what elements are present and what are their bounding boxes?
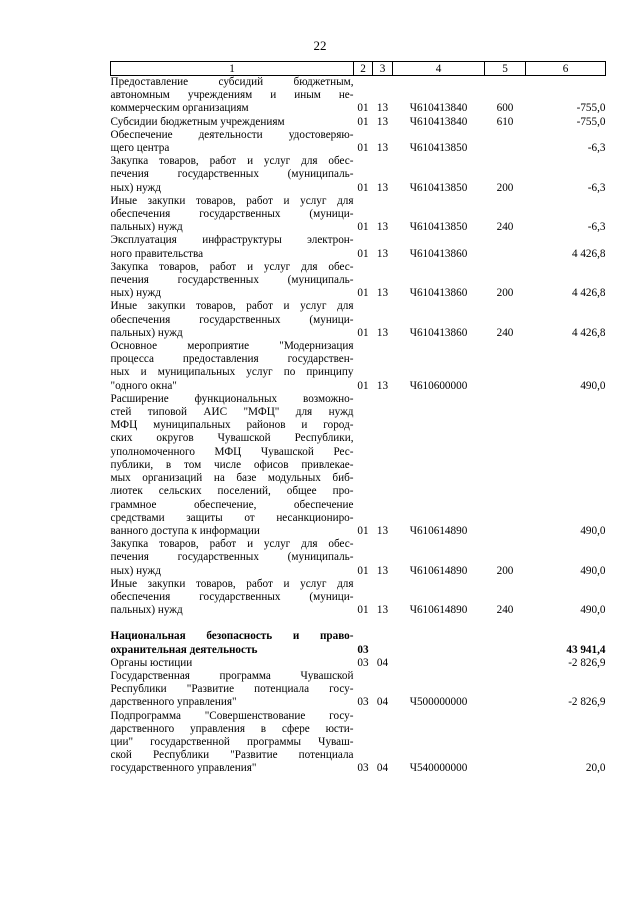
name-line: коммерческим организациям bbox=[110, 102, 249, 115]
cell-subsection: 04 bbox=[376, 656, 389, 669]
name-line: печения государственных (муниципаль- bbox=[110, 551, 354, 564]
name-line: дарственного управления" bbox=[110, 696, 237, 709]
cell-target-article: Ч610413850 bbox=[409, 181, 468, 194]
cell-subsection: 04 bbox=[376, 762, 389, 775]
cell-section: 01 bbox=[357, 102, 369, 115]
cell-target-article: Ч540000000 bbox=[409, 762, 468, 775]
cell-amount: -6,3 bbox=[587, 221, 606, 234]
cell-section: 03 bbox=[357, 696, 369, 709]
cell-expense-type bbox=[485, 393, 526, 538]
column-header-section: 2 bbox=[354, 62, 373, 76]
table-row bbox=[111, 195, 606, 235]
cell-name bbox=[111, 657, 354, 670]
name-line: Иные закупки товаров, работ и услуг для bbox=[110, 577, 354, 590]
cell-subsection: 13 bbox=[376, 102, 389, 115]
name-line: щего центра bbox=[110, 142, 170, 155]
cell-subsection: 13 bbox=[376, 604, 389, 617]
cell-expense-type bbox=[485, 234, 526, 260]
table-row bbox=[111, 129, 606, 155]
cell-amount: 43 941,4 bbox=[566, 643, 606, 656]
name-line: ванного доступа к информации bbox=[110, 524, 260, 537]
name-line: средствами защиты от несанкциониро- bbox=[110, 511, 354, 524]
table-row bbox=[111, 630, 606, 656]
cell-expense-type bbox=[485, 657, 526, 670]
cell-name bbox=[111, 670, 354, 710]
name-line: ных) нужд bbox=[110, 287, 161, 300]
name-line: процесса предоставления государствен- bbox=[110, 353, 354, 366]
name-line: печения государственных (муниципаль- bbox=[110, 168, 354, 181]
cell-subsection: 13 bbox=[376, 379, 389, 392]
table-row bbox=[111, 116, 606, 129]
cell-section: 01 bbox=[357, 181, 369, 194]
name-line: пальных) нужд bbox=[110, 326, 183, 339]
name-line: Закупка товаров, работ и услуг для обес- bbox=[110, 155, 354, 168]
name-line: дарственного управления в сфере юсти- bbox=[110, 722, 354, 735]
name-line: пальных) нужд bbox=[110, 221, 183, 234]
name-line: ской Республики "Развитие потенциала bbox=[110, 749, 354, 762]
cell-expense-type: 200 bbox=[496, 564, 514, 577]
cell-amount: 4 426,8 bbox=[571, 287, 606, 300]
cell-amount: 490,0 bbox=[580, 564, 606, 577]
cell-target-article: Ч610614890 bbox=[409, 604, 468, 617]
name-line: Подпрограмма "Совершенствование госу- bbox=[110, 709, 354, 722]
table-row bbox=[111, 578, 606, 618]
cell-subsection: 13 bbox=[376, 247, 389, 260]
cell-target-article: Ч610413850 bbox=[409, 221, 468, 234]
table-row bbox=[111, 300, 606, 340]
name-line: стей типовой АИС "МФЦ" для нужд bbox=[110, 406, 354, 419]
name-line: мых организаций на базе модульных биб- bbox=[110, 472, 354, 485]
cell-subsection: 13 bbox=[376, 326, 389, 339]
name-line: обеспечения государственных (муници- bbox=[110, 590, 354, 603]
spacer-cell bbox=[111, 617, 606, 630]
cell-amount: 490,0 bbox=[580, 604, 606, 617]
table-row bbox=[111, 670, 606, 710]
cell-section: 01 bbox=[357, 221, 369, 234]
cell-target-article: Ч610413840 bbox=[409, 115, 468, 128]
cell-amount: 490,0 bbox=[580, 379, 606, 392]
cell-expense-type: 600 bbox=[496, 102, 514, 115]
cell-subsection: 13 bbox=[376, 142, 389, 155]
name-line: Субсидии бюджетным учреждениям bbox=[110, 115, 285, 128]
cell-name bbox=[111, 261, 354, 301]
name-line: Государственная программа Чувашской bbox=[110, 669, 354, 682]
cell-amount: -6,3 bbox=[587, 142, 606, 155]
cell-subsection: 04 bbox=[376, 696, 389, 709]
column-header-amount: 6 bbox=[526, 62, 606, 76]
cell-target-article: Ч610413860 bbox=[409, 326, 468, 339]
name-line: Эксплуатация инфраструктуры электрон- bbox=[110, 234, 354, 247]
table-row bbox=[111, 538, 606, 578]
cell-expense-type bbox=[485, 340, 526, 393]
cell-name bbox=[111, 710, 354, 776]
column-header-name: 1 bbox=[111, 62, 354, 76]
cell-name bbox=[111, 393, 354, 538]
cell-amount: 4 426,8 bbox=[571, 247, 606, 260]
name-line: ских округов Чувашской Республики, bbox=[110, 432, 354, 445]
cell-target-article: Ч610413860 bbox=[409, 247, 468, 260]
table-row bbox=[111, 393, 606, 538]
cell-subsection bbox=[373, 630, 393, 656]
cell-amount: -2 826,9 bbox=[568, 696, 606, 709]
cell-subsection: 13 bbox=[376, 287, 389, 300]
cell-amount: 490,0 bbox=[580, 524, 606, 537]
cell-expense-type bbox=[485, 710, 526, 776]
cell-name bbox=[111, 630, 354, 656]
name-line: Закупка товаров, работ и услуг для обес- bbox=[110, 538, 354, 551]
cell-expense-type bbox=[485, 129, 526, 155]
cell-name bbox=[111, 300, 354, 340]
cell-section: 01 bbox=[357, 564, 369, 577]
cell-section: 03 bbox=[357, 656, 369, 669]
name-line: Иные закупки товаров, работ и услуг для bbox=[110, 300, 354, 313]
table-row bbox=[111, 340, 606, 393]
name-line: Республики "Развитие потенциала госу- bbox=[110, 683, 354, 696]
cell-expense-type: 240 bbox=[496, 326, 514, 339]
cell-section: 01 bbox=[357, 379, 369, 392]
cell-subsection: 13 bbox=[376, 564, 389, 577]
name-line: Иные закупки товаров, работ и услуг для bbox=[110, 194, 354, 207]
cell-target-article: Ч500000000 bbox=[409, 696, 468, 709]
cell-section: 01 bbox=[357, 524, 369, 537]
name-line: Органы юстиции bbox=[110, 656, 193, 669]
table-row bbox=[111, 617, 606, 630]
cell-amount: -755,0 bbox=[576, 102, 606, 115]
cell-expense-type: 240 bbox=[496, 221, 514, 234]
name-line: МФЦ муниципальных районов и город- bbox=[110, 419, 354, 432]
cell-target-article bbox=[393, 657, 485, 670]
cell-section: 03 bbox=[357, 762, 369, 775]
cell-expense-type bbox=[485, 670, 526, 710]
name-line: обеспечения государственных (муници- bbox=[110, 313, 354, 326]
name-line: государственного управления" bbox=[110, 762, 257, 775]
name-line: Предоставление субсидий бюджетным, bbox=[110, 76, 354, 88]
column-header-expense-type: 5 bbox=[485, 62, 526, 76]
name-line: пальных) нужд bbox=[110, 604, 183, 617]
cell-name bbox=[111, 195, 354, 235]
cell-amount: -2 826,9 bbox=[568, 656, 606, 669]
cell-expense-type: 610 bbox=[496, 115, 514, 128]
cell-target-article: Ч610600000 bbox=[409, 379, 468, 392]
table-body bbox=[111, 76, 606, 776]
budget-table bbox=[110, 61, 606, 776]
cell-amount: -755,0 bbox=[576, 115, 606, 128]
cell-name bbox=[111, 76, 354, 116]
name-line: Основное мероприятие "Модернизация bbox=[110, 340, 354, 353]
table-row bbox=[111, 710, 606, 776]
cell-name bbox=[111, 116, 354, 129]
cell-expense-type: 240 bbox=[496, 604, 514, 617]
name-line: печения государственных (муниципаль- bbox=[110, 274, 354, 287]
cell-amount: 4 426,8 bbox=[571, 326, 606, 339]
cell-name bbox=[111, 538, 354, 578]
cell-name bbox=[111, 155, 354, 195]
column-header-target-article: 4 bbox=[393, 62, 485, 76]
name-line: Закупка товаров, работ и услуг для обес- bbox=[110, 260, 354, 273]
cell-target-article: Ч610413860 bbox=[409, 287, 468, 300]
cell-expense-type: 200 bbox=[496, 287, 514, 300]
name-line: автономным учреждениям и иным не- bbox=[110, 89, 354, 102]
cell-target-article: Ч610614890 bbox=[409, 564, 468, 577]
table-row bbox=[111, 76, 606, 116]
cell-section: 01 bbox=[357, 326, 369, 339]
name-line: ного правительства bbox=[110, 247, 204, 260]
cell-name bbox=[111, 234, 354, 260]
column-header-subsection: 3 bbox=[373, 62, 393, 76]
table-header-row bbox=[111, 62, 606, 76]
cell-subsection: 13 bbox=[376, 524, 389, 537]
cell-target-article: Ч610413850 bbox=[409, 142, 468, 155]
name-line: уполномоченного МФЦ Чувашской Рес- bbox=[110, 445, 354, 458]
name-line: граммное обеспечение, обеспечение bbox=[110, 498, 354, 511]
name-line: охранительная деятельность bbox=[110, 643, 258, 656]
name-line: Национальная безопасность и право- bbox=[110, 630, 354, 643]
name-line: публики, в том числе офисов привлекае- bbox=[110, 458, 354, 471]
cell-name bbox=[111, 340, 354, 393]
table-row bbox=[111, 234, 606, 260]
name-line: Расширение функциональных возможно- bbox=[110, 392, 354, 405]
cell-name bbox=[111, 129, 354, 155]
table-row bbox=[111, 261, 606, 301]
name-line: ных) нужд bbox=[110, 181, 161, 194]
name-line: ных и муниципальных услуг по принципу bbox=[110, 366, 354, 379]
cell-section: 03 bbox=[357, 643, 369, 656]
cell-target-article bbox=[393, 630, 485, 656]
cell-section: 01 bbox=[357, 604, 369, 617]
cell-expense-type bbox=[485, 630, 526, 656]
name-line: ции" государственной программы Чуваш- bbox=[110, 735, 354, 748]
name-line: ных) нужд bbox=[110, 564, 161, 577]
cell-subsection: 13 bbox=[376, 181, 389, 194]
cell-amount: -6,3 bbox=[587, 181, 606, 194]
cell-target-article: Ч610413840 bbox=[409, 102, 468, 115]
cell-name bbox=[111, 578, 354, 618]
name-line: лиотек сельских поселений, общее про- bbox=[110, 485, 354, 498]
cell-section: 01 bbox=[357, 115, 369, 128]
cell-section: 01 bbox=[357, 287, 369, 300]
table-row bbox=[111, 155, 606, 195]
cell-section: 01 bbox=[357, 247, 369, 260]
name-line: обеспечения государственных (муници- bbox=[110, 208, 354, 221]
cell-expense-type: 200 bbox=[496, 181, 514, 194]
page-number: 22 bbox=[313, 38, 327, 53]
cell-amount: 20,0 bbox=[585, 762, 606, 775]
cell-section: 01 bbox=[357, 142, 369, 155]
name-line: "одного окна" bbox=[110, 379, 177, 392]
name-line: Обеспечение деятельности удостоверяю- bbox=[110, 128, 354, 141]
cell-subsection: 13 bbox=[376, 221, 389, 234]
table-row bbox=[111, 657, 606, 670]
cell-subsection: 13 bbox=[376, 115, 389, 128]
cell-target-article: Ч610614890 bbox=[409, 524, 468, 537]
